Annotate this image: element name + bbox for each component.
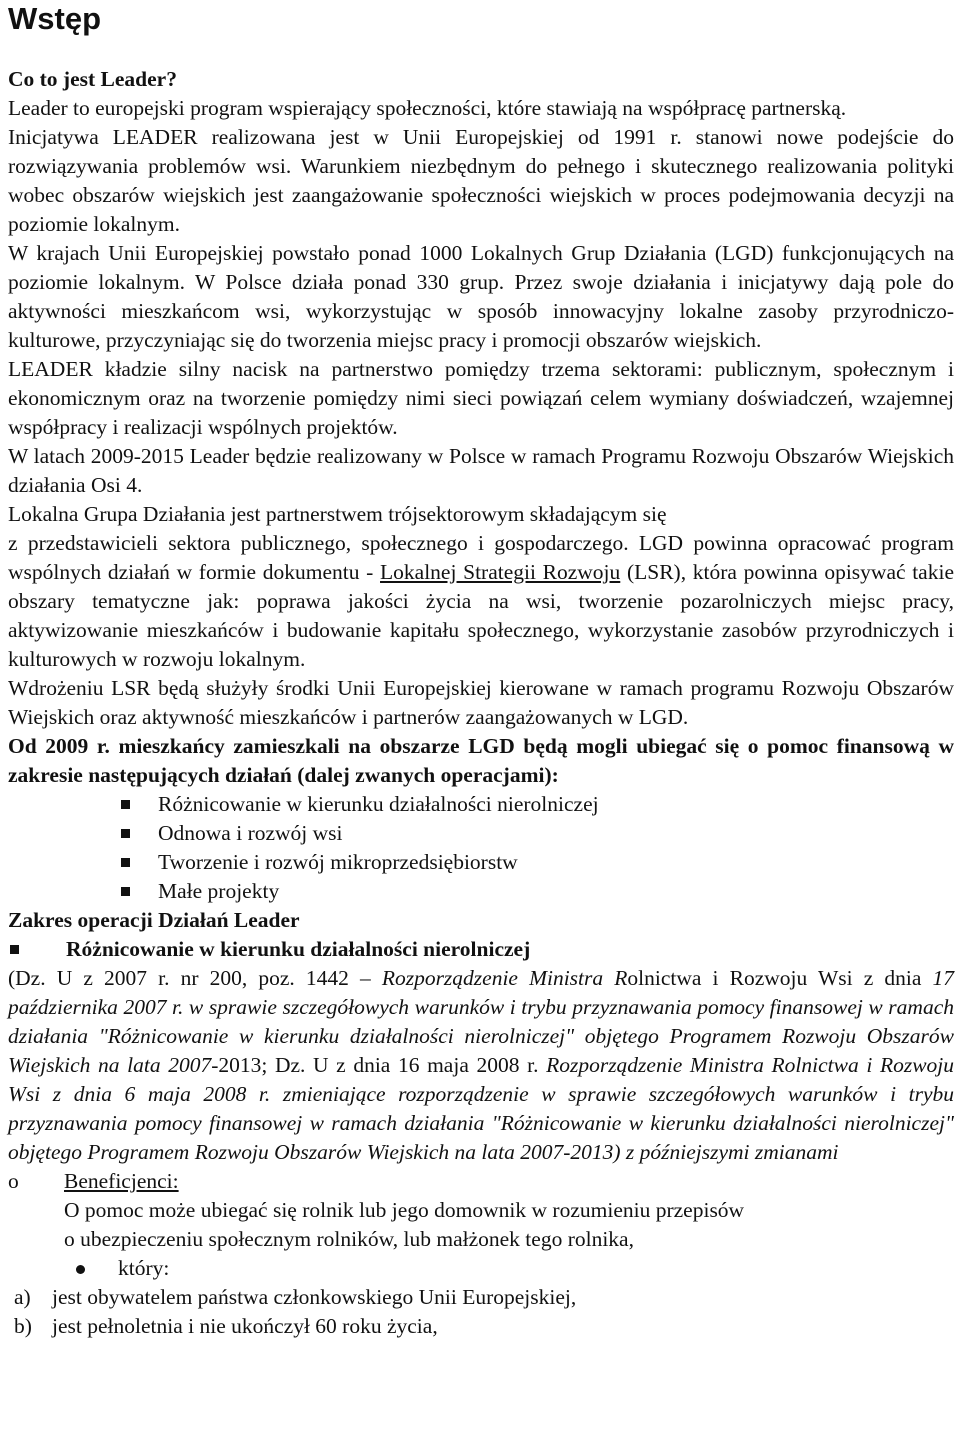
paragraph-lgd-definition [8,529,954,674]
scope-item [8,935,954,964]
circle-bullet-icon: o [8,1169,19,1193]
condition-text: jest pełnoletnia i nie ukończył 60 roku życia, [52,1314,438,1338]
page-title: Wstęp [8,1,101,36]
paragraph-lgd-text-a: z przedstawicieli sektora publicznego, społecznego i gospodarczego. LGD powinna opracować program wspólnych działań w formie dokumentu - [8,531,954,584]
section-heading-what-is-leader: Co to jest Leader? [8,67,177,91]
paragraph-initiative: Inicjatywa LEADER realizowana jest w Unii Europejskiej od 1991 r. stanowi nowe podejście do rozwiązywania problemów wsi. Warunkiem niezbędnym do pełnego i skutecznego realizowania polityki wobec obszarów wiejskich jest zaangażowanie społeczności wiejskich w proces podejmowania decyzji na poziomie lokalnym. [8,125,954,236]
beneficiaries-line-2: o ubezpieczeniu społecznym rolników, lub małżonek tego rolnika, [64,1227,634,1251]
legal-basis [8,964,954,1167]
who-line [8,1254,954,1283]
lsr-link[interactable]: Lokalnej Strategii Rozwoju [380,560,621,584]
paragraph-lgd-line1: Lokalna Grupa Działania jest partnerstwem trójsektorowym składającym się [8,502,667,526]
list-item: Odnowa i rozwój wsi [121,819,954,848]
paragraph-lsr-implementation: Wdrożeniu LSR będą służyły środki Unii Europejskiej kierowane w ramach programu Rozwoju Obszarów Wiejskich oraz aktywność mieszkańców i partnerów zaangażowanych w LGD. [8,676,954,729]
list-item: Tworzenie i rozwój mikroprzedsiębiorstw [121,848,954,877]
legal-text-3: olnictwa i Rozwoju Wsi z dnia [627,966,933,990]
square-bullet-icon [10,945,19,954]
legal-text-2: Rozporządzenie Ministra R [381,966,628,990]
condition-text: jest obywatelem państwa członkowskiego Unii Europejskiej, [52,1285,577,1309]
condition-item [8,1312,954,1341]
paragraph-partnership: LEADER kładzie silny nacisk na partnerstwo pomiędzy trzema sektorami: publicznym, społecznym i ekonomicznym oraz na tworzenie pomiędzy nimi sieci powiązań celem wymiany doświadczeń, wzajemnej współpracy i realizacji wspólnych projektów. [8,357,954,439]
paragraph-operations-intro: Od 2009 r. mieszkańcy zamieszkali na obszarze LGD będą mogli ubiegać się o pomoc finansową w zakresie następujących działań (dalej zwanych operacjami): [8,734,954,787]
beneficiaries-line-1: O pomoc może ubiegać się rolnik lub jego domownik w rozumieniu przepisów [64,1198,745,1222]
legal-text-5: -2013; Dz. U z dnia 16 maja 2008 r. [211,1053,547,1077]
scope-item-label: Różnicowanie w kierunku działalności nierolniczej [66,937,531,961]
dot-bullet-icon [76,1265,85,1274]
operations-list [8,790,954,906]
legal-text-6: Rozporządzenie Ministra Rolnictwa i Rozwoju Wsi z dnia 6 maja 2008 r. zmieniające rozporządzenie w sprawie szczegółowych warunków i trybu przyznawania pomocy finansowej w ramach działania "Różnicowanie w kierunku działalności nierolniczej" objętego Programem Rozwoju Obszarów Wiejskich na lata 2007-2013) z późniejszymi zmianami [8,1053,955,1164]
condition-label: b) [14,1314,32,1338]
section-heading-scope: Zakres operacji Działań Leader [8,908,300,932]
paragraph-lgd-text-b: (LSR), która powinna opisywać takie obszary tematyczne jak: poprawa jakości życia na wsi, tworzenie pozarolniczych miejsc pracy, aktywizowanie mieszkańców i budowanie kapitału społecznego, wykorzystanie zasobów przyrodniczych i kulturowych w rozwoju lokalnym. [8,560,954,671]
legal-text-4: 17 października 2007 r. w sprawie szczegółowych warunków i trybu przyznawania pomocy finansowej w ramach działania "Różnicowanie w kierunku działalności nierolniczej" objętego Programem Rozwoju Obszarów Wiejskich na lata 2007 [8,966,954,1077]
who-label: który: [118,1256,170,1280]
beneficiaries-heading: Beneficjenci: [64,1169,179,1193]
beneficiaries-heading-line [8,1167,954,1196]
condition-label: a) [14,1285,31,1309]
paragraph-lgd-count: W krajach Unii Europejskiej powstało ponad 1000 Lokalnych Grup Działania (LGD) funkcjonujących na poziomie lokalnym. W Polsce działa ponad 330 grup. Przez swoje działania i inicjatywy dają pole do aktywności mieszkańcom wsi, wykorzystując w sposób innowacyjny lokalne zasoby przyrodniczo- kulturowe, przyczyniając się do tworzenia miejsc pracy i promocji obszarów wiejskich. [8,241,954,352]
list-item: Małe projekty [121,877,954,906]
paragraph-intro: Leader to europejski program wspierający społeczności, które stawiają na współpracę partnerską. [8,96,847,120]
list-item: Różnicowanie w kierunku działalności nierolniczej [121,790,954,819]
document [8,0,954,1341]
paragraph-2009-2015: W latach 2009-2015 Leader będzie realizowany w Polsce w ramach Programu Rozwoju Obszarów Wiejskich działania Osi 4. [8,444,954,497]
condition-item [8,1283,954,1312]
legal-text-1: (Dz. U z 2007 r. nr 200, poz. 1442 – [8,966,382,990]
